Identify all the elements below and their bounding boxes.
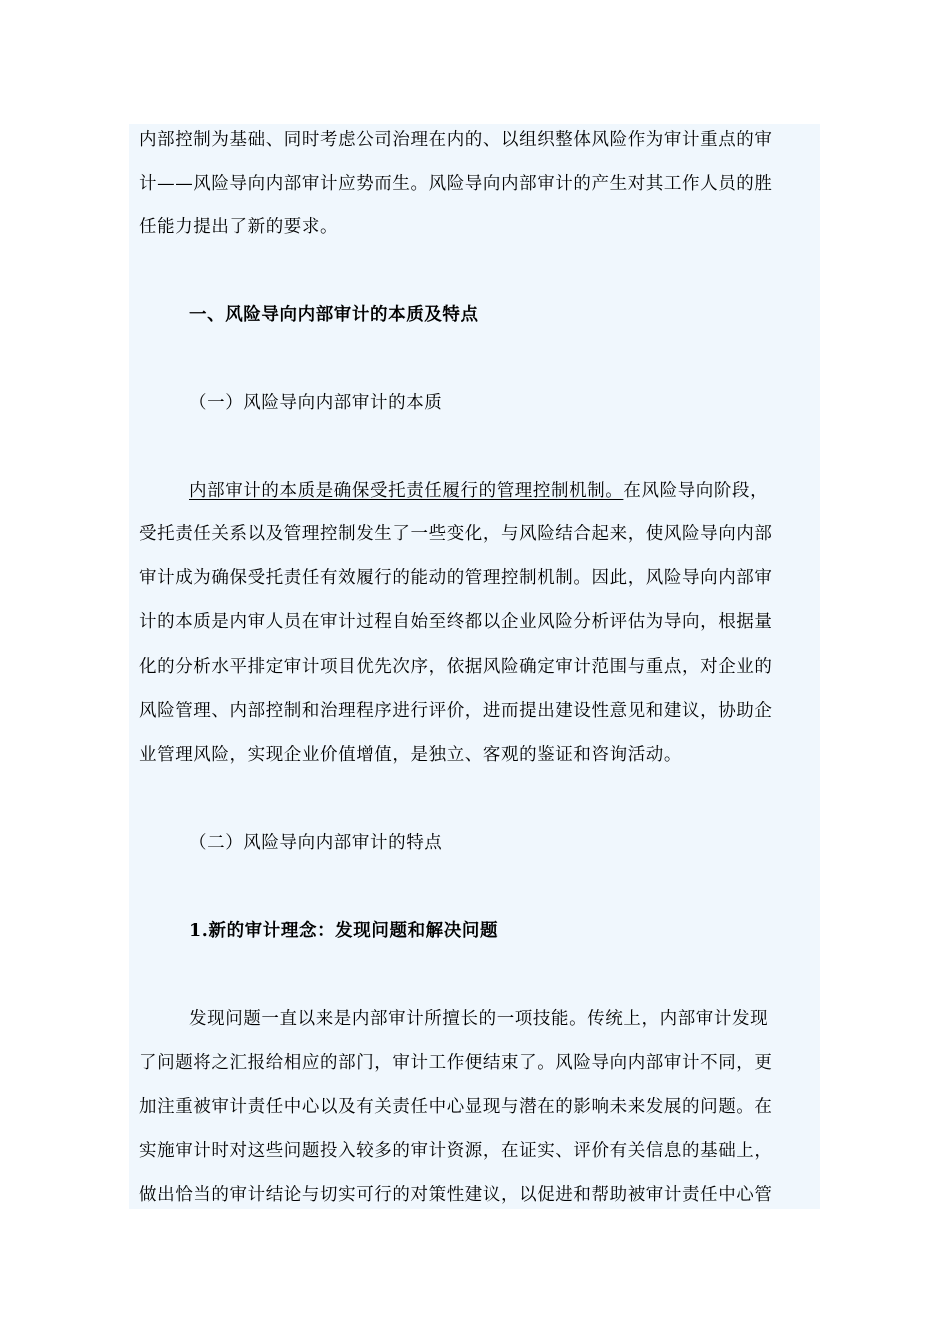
- paragraph-line: 计的本质是内审人员在审计过程自始至终都以企业风险分析评估为导向，根据量: [139, 612, 773, 632]
- subsection-heading: （一）风险导向内部审计的本质: [189, 393, 443, 413]
- paragraph-line: 了问题将之汇报给相应的部门，审计工作便结束了。风险导向内部审计不同，更: [139, 1053, 773, 1073]
- paragraph-line: 业管理风险，实现企业价值增值，是独立、客观的鉴证和咨询活动。: [139, 745, 682, 765]
- paragraph-line: 实施审计时对这些问题投入较多的审计资源，在证实、评价有关信息的基础上，: [139, 1141, 773, 1161]
- paragraph-line: 加注重被审计责任中心以及有关责任中心显现与潜在的影响未来发展的问题。在: [139, 1097, 773, 1117]
- intro-line: 内部控制为基础、同时考虑公司治理在内的、以组织整体风险作为审计重点的审: [139, 130, 773, 150]
- paragraph-line: 受托责任关系以及管理控制发生了一些变化，与风险结合起来，使风险导向内部: [139, 524, 773, 544]
- paragraph-line: 审计成为确保受托责任有效履行的能动的管理控制机制。因此，风险导向内部审: [139, 568, 773, 588]
- paragraph-line: 做出恰当的审计结论与切实可行的对策性建议，以促进和帮助被审计责任中心管: [139, 1185, 773, 1205]
- paragraph-line: 化的分析水平排定审计项目优先次序，依据风险确定审计范围与重点，对企业的: [139, 657, 773, 677]
- section-heading: 一、风险导向内部审计的本质及特点: [189, 305, 479, 325]
- section-heading: 1.新的审计理念：发现问题和解决问题: [189, 921, 499, 941]
- paragraph-text: 在风险导向阶段，: [623, 481, 769, 501]
- paragraph-line: 风险管理、内部控制和治理程序进行评价，进而提出建设性意见和建议，协助企: [139, 701, 773, 721]
- paragraph-first-line: [189, 480, 811, 502]
- intro-line: 任能力提出了新的要求。: [139, 217, 339, 237]
- paragraph-first-line: 发现问题一直以来是内部审计所擅长的一项技能。传统上，内部审计发现: [189, 1009, 769, 1029]
- intro-line: 计——风险导向内部审计应势而生。风险导向内部审计的产生对其工作人员的胜: [139, 174, 773, 194]
- subsection-heading: （二）风险导向内部审计的特点: [189, 833, 443, 853]
- underlined-definition: 内部审计的本质是确保受托责任履行的管理控制机制。: [189, 481, 624, 501]
